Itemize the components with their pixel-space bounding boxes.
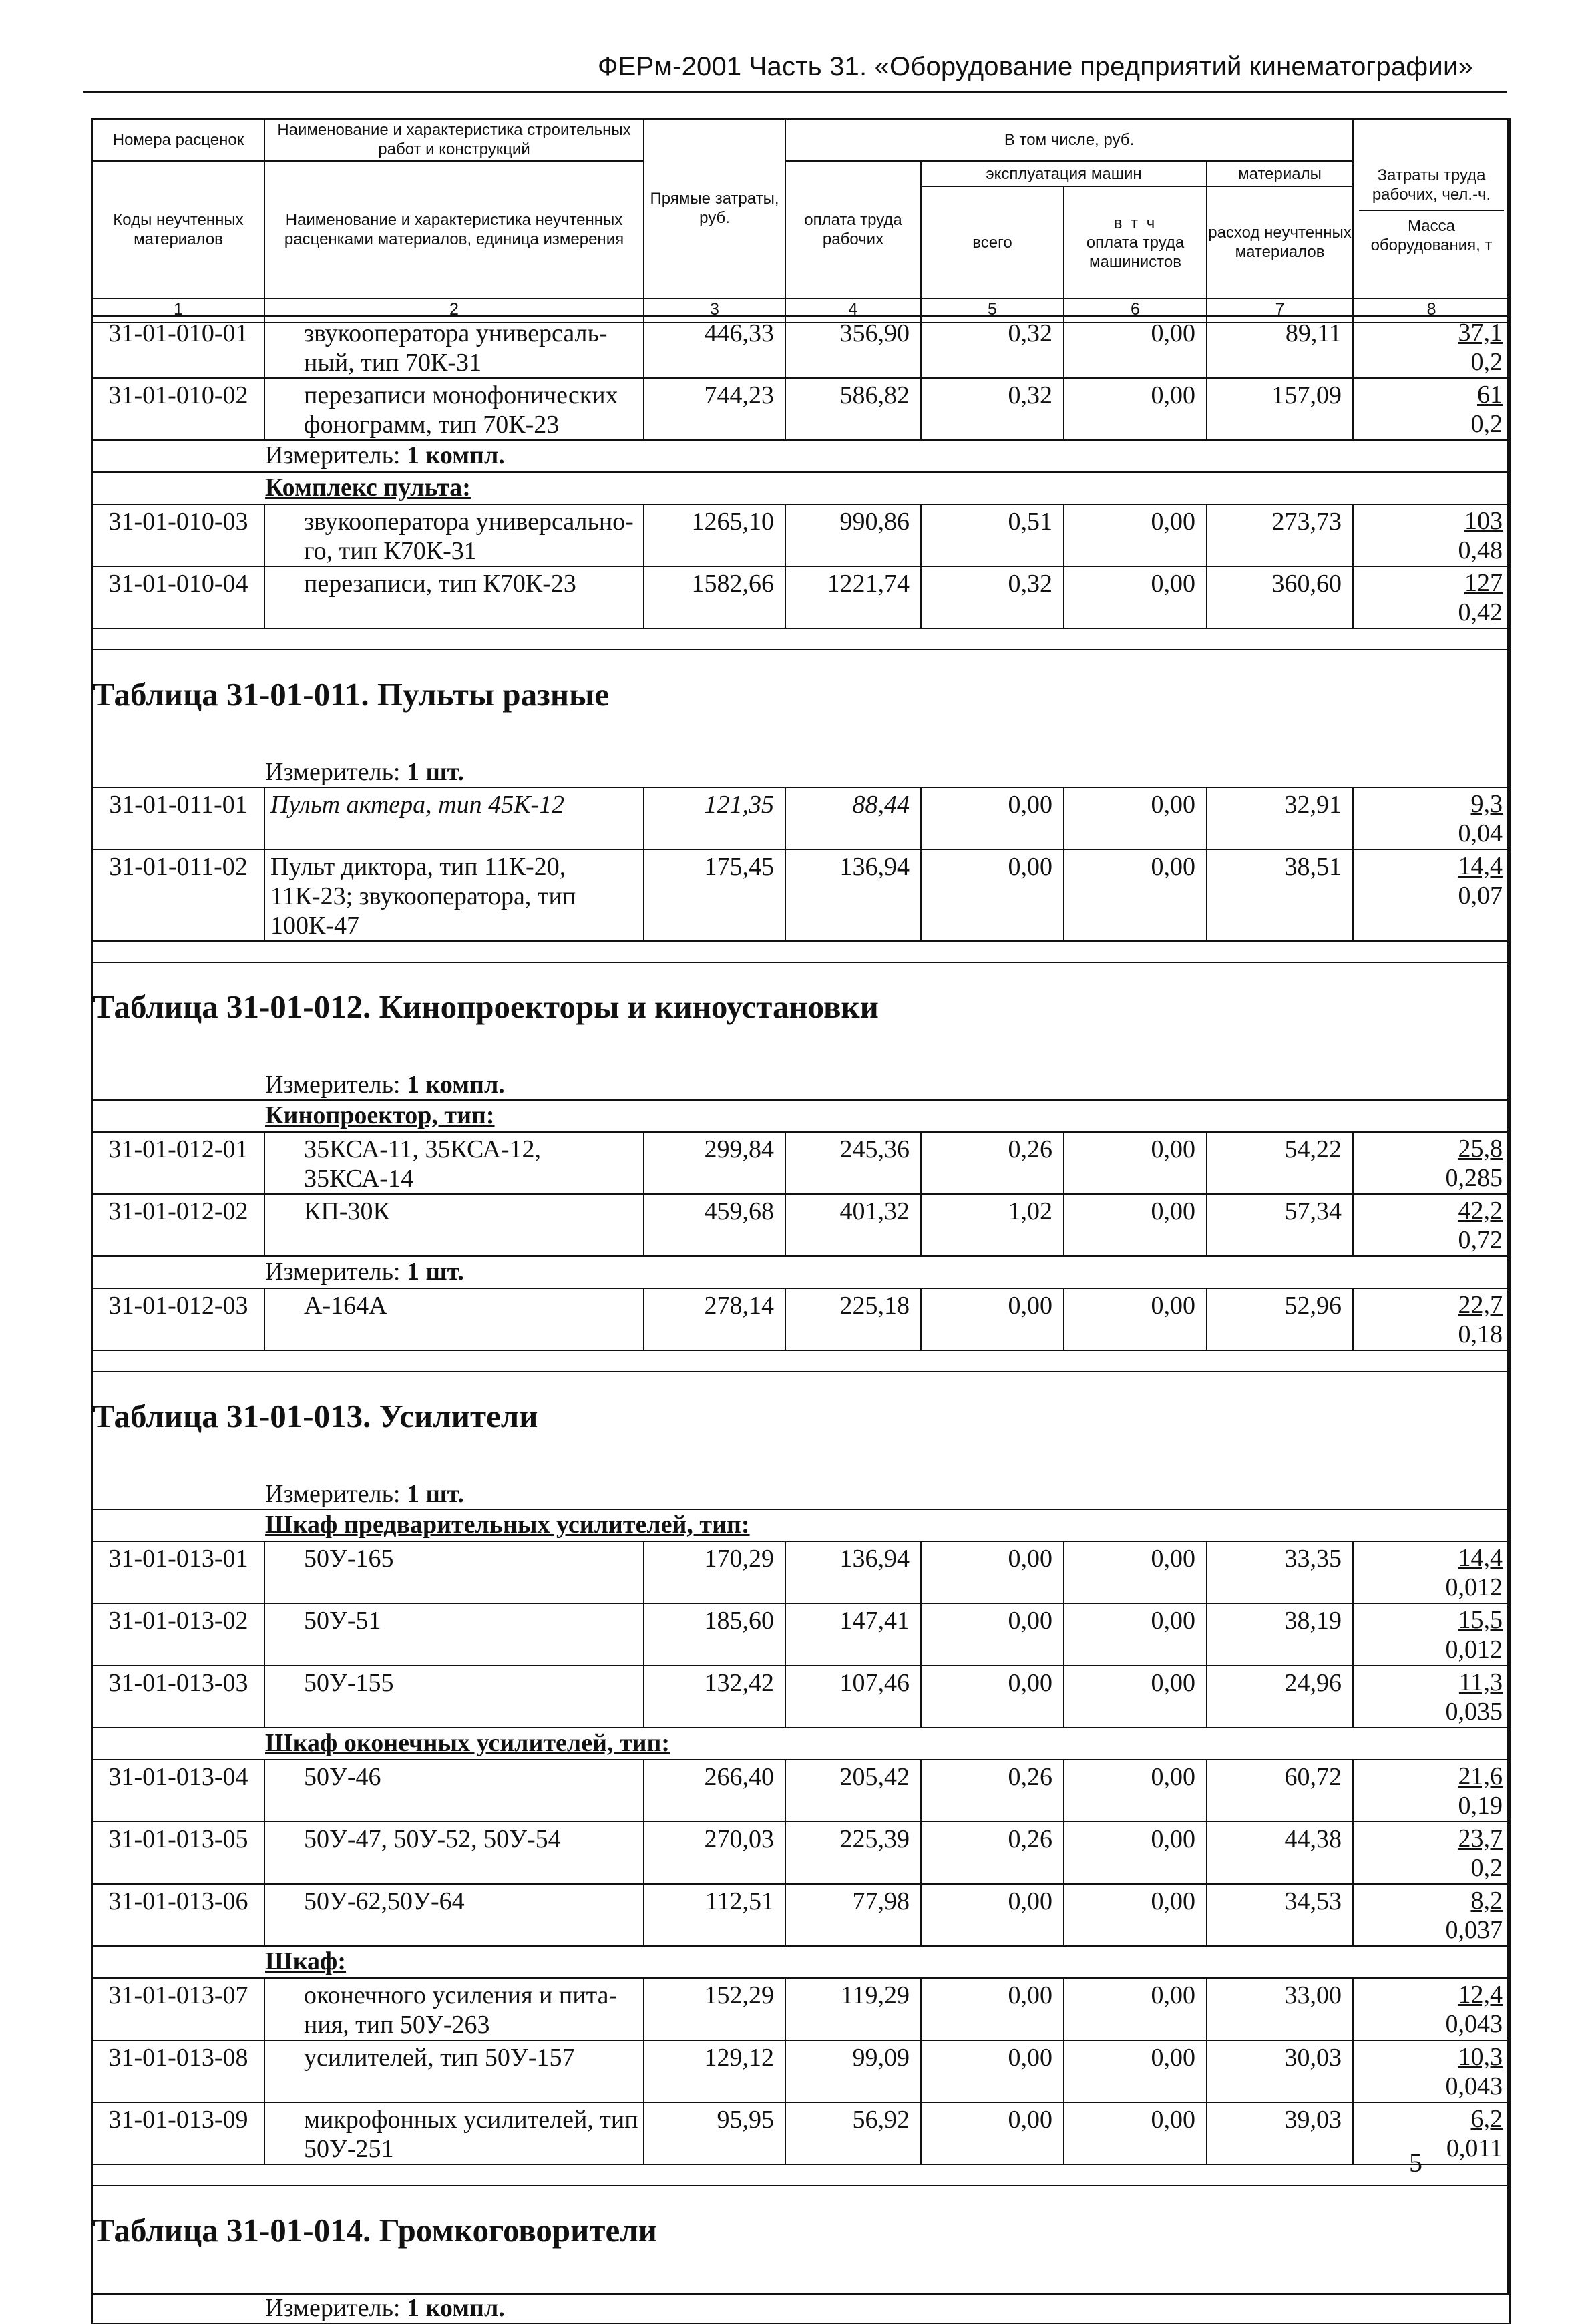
rate-row xyxy=(92,1194,1510,1256)
measure-value: 1 шт. xyxy=(407,1480,464,1508)
hdr-nomera: Номера расценок xyxy=(92,118,264,161)
measure-unit xyxy=(92,1479,1510,1509)
labor-mass-cell xyxy=(1353,1884,1510,1946)
group-heading: Кинопроектор, тип: xyxy=(92,1100,1510,1132)
operator-wages: 0,00 xyxy=(1064,1666,1207,1728)
rate-code: 31-01-012-01 xyxy=(92,1132,264,1194)
rate-name: перезаписи монофонических фонограмм, тип 70К-23 xyxy=(264,378,644,440)
rate-name: 50У-165 xyxy=(264,1541,644,1603)
labor-mass-cell xyxy=(1353,566,1510,628)
rate-row xyxy=(92,1822,1510,1884)
hdr-materialy: материалы xyxy=(1207,161,1353,186)
spacer-row xyxy=(92,2164,1510,2186)
rate-row xyxy=(92,2102,1510,2164)
worker-wages: 107,46 xyxy=(785,1666,921,1728)
labor-hours: 103 xyxy=(1464,507,1503,535)
rate-row xyxy=(92,1288,1510,1350)
rate-code: 31-01-013-06 xyxy=(92,1884,264,1946)
table-title-row xyxy=(92,1372,1510,1479)
rate-code: 31-01-010-03 xyxy=(92,504,264,566)
measure-unit xyxy=(92,1070,1510,1100)
rate-code: 31-01-012-02 xyxy=(92,1194,264,1256)
materials-cost: 89,11 xyxy=(1207,316,1353,378)
operator-wages: 0,00 xyxy=(1064,787,1207,849)
direct-cost: 459,68 xyxy=(644,1194,785,1256)
machine-cost: 0,00 xyxy=(921,1884,1064,1946)
rate-name: перезаписи, тип К70К-23 xyxy=(264,566,644,628)
equipment-mass: 0,48 xyxy=(1458,536,1503,564)
machine-cost: 0,26 xyxy=(921,1132,1064,1194)
materials-cost: 157,09 xyxy=(1207,378,1353,440)
column-header xyxy=(91,118,1511,323)
direct-cost: 744,23 xyxy=(644,378,785,440)
col-num-1: 1 xyxy=(92,299,264,323)
worker-wages: 88,44 xyxy=(785,787,921,849)
materials-cost: 32,91 xyxy=(1207,787,1353,849)
machine-cost: 0,00 xyxy=(921,1978,1064,2040)
spacer xyxy=(92,941,1510,962)
rate-name: 50У-62,50У-64 xyxy=(264,1884,644,1946)
measure-value: 1 компл. xyxy=(407,441,505,469)
equipment-mass: 0,19 xyxy=(1458,1792,1503,1820)
rate-code: 31-01-012-03 xyxy=(92,1288,264,1350)
labor-mass-cell xyxy=(1353,1978,1510,2040)
group-heading-row xyxy=(92,1509,1510,1541)
labor-mass-cell xyxy=(1353,316,1510,378)
measure-row xyxy=(92,2293,1510,2323)
materials-cost: 38,19 xyxy=(1207,1603,1353,1666)
rate-code: 31-01-013-05 xyxy=(92,1822,264,1884)
rate-row xyxy=(92,1541,1510,1603)
operator-wages: 0,00 xyxy=(1064,1132,1207,1194)
rate-name: 50У-46 xyxy=(264,1760,644,1822)
worker-wages: 1221,74 xyxy=(785,566,921,628)
labor-mass-cell xyxy=(1353,2040,1510,2102)
equipment-mass: 0,043 xyxy=(1445,2072,1503,2100)
group-heading-row xyxy=(92,472,1510,504)
table-title-row xyxy=(92,650,1510,757)
labor-mass-cell xyxy=(1353,787,1510,849)
equipment-mass: 0,012 xyxy=(1445,1635,1503,1664)
labor-mass-cell xyxy=(1353,1760,1510,1822)
hdr-massa: Масса оборудования, т xyxy=(1370,217,1493,254)
machine-cost: 0,51 xyxy=(921,504,1064,566)
materials-cost: 60,72 xyxy=(1207,1760,1353,1822)
materials-cost: 24,96 xyxy=(1207,1666,1353,1728)
direct-cost: 132,42 xyxy=(644,1666,785,1728)
measure-value: 1 шт. xyxy=(407,1257,464,1286)
measure-label: Измеритель: xyxy=(265,758,407,786)
worker-wages: 77,98 xyxy=(785,1884,921,1946)
rate-code: 31-01-011-01 xyxy=(92,787,264,849)
worker-wages: 990,86 xyxy=(785,504,921,566)
measure-row xyxy=(92,1070,1510,1100)
measure-label: Измеритель: xyxy=(265,2294,407,2322)
labor-hours: 42,2 xyxy=(1458,1197,1503,1225)
machine-cost: 1,02 xyxy=(921,1194,1064,1256)
operator-wages: 0,00 xyxy=(1064,504,1207,566)
direct-cost: 299,84 xyxy=(644,1132,785,1194)
rate-name: Пульт диктора, тип 11К-20, 11К-23; звукооператора, тип 100К-47 xyxy=(264,849,644,941)
labor-hours: 37,1 xyxy=(1458,319,1503,347)
labor-mass-cell xyxy=(1353,1288,1510,1350)
hdr-oplata-mash: оплата труда машинистов xyxy=(1086,233,1185,271)
group-heading: Шкаф оконечных усилителей, тип: xyxy=(92,1728,1510,1760)
rate-name: 50У-51 xyxy=(264,1603,644,1666)
rate-code: 31-01-013-09 xyxy=(92,2102,264,2164)
measure-unit xyxy=(92,440,1510,472)
rate-row xyxy=(92,1760,1510,1822)
rate-row xyxy=(92,1978,1510,2040)
measure-row xyxy=(92,440,1510,472)
labor-mass-cell xyxy=(1353,1132,1510,1194)
table-title: Таблица 31-01-013. Усилители xyxy=(92,1372,1510,1479)
operator-wages: 0,00 xyxy=(1064,1822,1207,1884)
group-heading-row xyxy=(92,1728,1510,1760)
hdr-vtch-cell xyxy=(1064,186,1207,299)
hdr-pryamye: Прямые затраты, руб. xyxy=(644,118,785,299)
equipment-mass: 0,011 xyxy=(1446,2134,1503,2162)
table-title-row xyxy=(92,2186,1510,2293)
direct-cost: 129,12 xyxy=(644,2040,785,2102)
header-rule xyxy=(83,91,1507,93)
worker-wages: 119,29 xyxy=(785,1978,921,2040)
rate-code: 31-01-013-03 xyxy=(92,1666,264,1728)
labor-hours: 11,3 xyxy=(1458,1668,1503,1696)
measure-value: 1 шт. xyxy=(407,758,464,786)
rate-code: 31-01-010-04 xyxy=(92,566,264,628)
measure-label: Измеритель: xyxy=(265,1480,407,1508)
group-heading-row xyxy=(92,1946,1510,1978)
labor-mass-cell xyxy=(1353,1541,1510,1603)
machine-cost: 0,00 xyxy=(921,787,1064,849)
labor-hours: 127 xyxy=(1464,569,1503,597)
rate-name: звукооператора универсально-го, тип К70К-31 xyxy=(264,504,644,566)
hdr-oplata: оплата труда рабочих xyxy=(785,161,921,299)
measure-unit xyxy=(92,2293,1510,2323)
rate-name: усилителей, тип 50У-157 xyxy=(264,2040,644,2102)
rate-code: 31-01-013-07 xyxy=(92,1978,264,2040)
equipment-mass: 0,2 xyxy=(1470,348,1503,376)
operator-wages: 0,00 xyxy=(1064,1760,1207,1822)
group-heading: Шкаф предварительных усилителей, тип: xyxy=(92,1509,1510,1541)
hdr-rashod: расход неучтенных материалов xyxy=(1207,186,1353,299)
operator-wages: 0,00 xyxy=(1064,2040,1207,2102)
equipment-mass: 0,42 xyxy=(1458,598,1503,626)
operator-wages: 0,00 xyxy=(1064,1288,1207,1350)
measure-row xyxy=(92,1256,1510,1288)
spacer-row xyxy=(92,941,1510,962)
materials-cost: 44,38 xyxy=(1207,1822,1353,1884)
hdr-zatraty: Затраты труда рабочих, чел.-ч. xyxy=(1372,166,1491,204)
spacer xyxy=(92,1350,1510,1372)
col-num-8: 8 xyxy=(1353,299,1510,323)
col-num-7: 7 xyxy=(1207,299,1353,323)
equipment-mass: 0,043 xyxy=(1445,2010,1503,2038)
group-heading: Комплекс пульта: xyxy=(92,472,1510,504)
rate-name: звукооператора универсаль-ный, тип 70К-31 xyxy=(264,316,644,378)
hdr-ekspluataciya: эксплуатация машин xyxy=(921,161,1207,186)
labor-hours: 23,7 xyxy=(1458,1824,1503,1853)
machine-cost: 0,00 xyxy=(921,2040,1064,2102)
labor-hours: 25,8 xyxy=(1458,1135,1503,1163)
rate-row xyxy=(92,2040,1510,2102)
rate-row xyxy=(92,378,1510,440)
col-num-3: 3 xyxy=(644,299,785,323)
labor-hours: 12,4 xyxy=(1458,1981,1503,2009)
rate-code: 31-01-013-02 xyxy=(92,1603,264,1666)
labor-hours: 22,7 xyxy=(1458,1291,1503,1319)
equipment-mass: 0,04 xyxy=(1458,819,1503,847)
machine-cost: 0,32 xyxy=(921,566,1064,628)
machine-cost: 0,26 xyxy=(921,1822,1064,1884)
materials-cost: 54,22 xyxy=(1207,1132,1353,1194)
measure-value: 1 компл. xyxy=(407,1071,505,1099)
labor-mass-cell xyxy=(1353,1822,1510,1884)
machine-cost: 0,00 xyxy=(921,1603,1064,1666)
operator-wages: 0,00 xyxy=(1064,566,1207,628)
equipment-mass: 0,2 xyxy=(1470,1854,1503,1882)
materials-cost: 33,35 xyxy=(1207,1541,1353,1603)
machine-cost: 0,32 xyxy=(921,316,1064,378)
worker-wages: 99,09 xyxy=(785,2040,921,2102)
equipment-mass: 0,037 xyxy=(1445,1916,1503,1944)
direct-cost: 152,29 xyxy=(644,1978,785,2040)
worker-wages: 586,82 xyxy=(785,378,921,440)
worker-wages: 147,41 xyxy=(785,1603,921,1666)
rate-name: КП-30К xyxy=(264,1194,644,1256)
labor-hours: 14,4 xyxy=(1458,1544,1503,1572)
measure-label: Измеритель: xyxy=(265,441,407,469)
direct-cost: 270,03 xyxy=(644,1822,785,1884)
materials-cost: 33,00 xyxy=(1207,1978,1353,2040)
col-num-6: 6 xyxy=(1064,299,1207,323)
equipment-mass: 0,285 xyxy=(1445,1164,1503,1192)
rate-row xyxy=(92,316,1510,378)
machine-cost: 0,00 xyxy=(921,1288,1064,1350)
rate-code: 31-01-010-01 xyxy=(92,316,264,378)
labor-hours: 15,5 xyxy=(1458,1606,1503,1634)
hdr-zatraty-massa xyxy=(1353,118,1510,299)
hdr-vtch: в т ч xyxy=(1113,214,1157,232)
page-number: 5 xyxy=(1409,2148,1422,2178)
rate-name: оконечного усиления и пита-ния, тип 50У-263 xyxy=(264,1978,644,2040)
equipment-mass: 0,72 xyxy=(1458,1226,1503,1254)
rate-code: 31-01-011-02 xyxy=(92,849,264,941)
rate-row xyxy=(92,849,1510,941)
measure-row xyxy=(92,757,1510,787)
labor-mass-cell xyxy=(1353,2102,1510,2164)
operator-wages: 0,00 xyxy=(1064,1603,1207,1666)
operator-wages: 0,00 xyxy=(1064,1541,1207,1603)
rate-name: 50У-47, 50У-52, 50У-54 xyxy=(264,1822,644,1884)
rate-name: 35КСА-11, 35КСА-12, 35КСА-14 xyxy=(264,1132,644,1194)
labor-mass-cell xyxy=(1353,378,1510,440)
operator-wages: 0,00 xyxy=(1064,1978,1207,2040)
direct-cost: 175,45 xyxy=(644,849,785,941)
rate-code: 31-01-013-04 xyxy=(92,1760,264,1822)
materials-cost: 57,34 xyxy=(1207,1194,1353,1256)
labor-hours: 14,4 xyxy=(1458,852,1503,880)
worker-wages: 401,32 xyxy=(785,1194,921,1256)
col-num-5: 5 xyxy=(921,299,1064,323)
operator-wages: 0,00 xyxy=(1064,849,1207,941)
spacer-row xyxy=(92,1350,1510,1372)
labor-mass-cell xyxy=(1353,1603,1510,1666)
machine-cost: 0,00 xyxy=(921,1541,1064,1603)
rate-row xyxy=(92,1666,1510,1728)
machine-cost: 0,00 xyxy=(921,2102,1064,2164)
labor-hours: 8,2 xyxy=(1470,1887,1503,1915)
rate-code: 31-01-010-02 xyxy=(92,378,264,440)
equipment-mass: 0,07 xyxy=(1458,882,1503,910)
rate-name: А-164А xyxy=(264,1288,644,1350)
machine-cost: 0,26 xyxy=(921,1760,1064,1822)
operator-wages: 0,00 xyxy=(1064,1884,1207,1946)
table-title: Таблица 31-01-014. Громкоговорители xyxy=(92,2186,1510,2293)
materials-cost: 30,03 xyxy=(1207,2040,1353,2102)
rate-code: 31-01-013-01 xyxy=(92,1541,264,1603)
spacer-row xyxy=(92,628,1510,650)
machine-cost: 0,00 xyxy=(921,849,1064,941)
materials-cost: 34,53 xyxy=(1207,1884,1353,1946)
labor-hours: 6,2 xyxy=(1470,2105,1503,2133)
worker-wages: 136,94 xyxy=(785,1541,921,1603)
hdr-kody: Коды неучтенных материалов xyxy=(92,161,264,299)
materials-cost: 52,96 xyxy=(1207,1288,1353,1350)
measure-row xyxy=(92,1479,1510,1509)
measure-label: Измеритель: xyxy=(265,1071,407,1099)
col-num-2: 2 xyxy=(264,299,644,323)
machine-cost: 0,00 xyxy=(921,1666,1064,1728)
machine-cost: 0,32 xyxy=(921,378,1064,440)
col-num-4: 4 xyxy=(785,299,921,323)
table-title-row xyxy=(92,962,1510,1070)
worker-wages: 225,39 xyxy=(785,1822,921,1884)
rate-row xyxy=(92,504,1510,566)
hdr-naim-bottom: Наименование и характеристика неучтенных расценками материалов, единица измерения xyxy=(264,161,644,299)
equipment-mass: 0,035 xyxy=(1445,1698,1503,1726)
direct-cost: 121,35 xyxy=(644,787,785,849)
direct-cost: 266,40 xyxy=(644,1760,785,1822)
materials-cost: 273,73 xyxy=(1207,504,1353,566)
labor-mass-cell xyxy=(1353,849,1510,941)
measure-unit xyxy=(92,757,1510,787)
direct-cost: 185,60 xyxy=(644,1603,785,1666)
operator-wages: 0,00 xyxy=(1064,1194,1207,1256)
materials-cost: 360,60 xyxy=(1207,566,1353,628)
equipment-mass: 0,012 xyxy=(1445,1573,1503,1601)
labor-hours: 10,3 xyxy=(1458,2043,1503,2071)
measure-label: Измеритель: xyxy=(265,1257,407,1286)
data-table xyxy=(91,315,1511,2324)
rate-row xyxy=(92,1603,1510,1666)
direct-cost: 1582,66 xyxy=(644,566,785,628)
labor-mass-cell xyxy=(1353,1666,1510,1728)
spacer xyxy=(92,2164,1510,2186)
worker-wages: 205,42 xyxy=(785,1760,921,1822)
operator-wages: 0,00 xyxy=(1064,2102,1207,2164)
labor-mass-cell xyxy=(1353,504,1510,566)
worker-wages: 245,36 xyxy=(785,1132,921,1194)
spacer xyxy=(92,628,1510,650)
table-title: Таблица 31-01-011. Пульты разные xyxy=(92,650,1510,757)
running-header: ФЕРм-2001 Часть 31. «Оборудование предприятий кинематографии» xyxy=(598,52,1473,81)
operator-wages: 0,00 xyxy=(1064,316,1207,378)
rate-code: 31-01-013-08 xyxy=(92,2040,264,2102)
worker-wages: 356,90 xyxy=(785,316,921,378)
direct-cost: 95,95 xyxy=(644,2102,785,2164)
labor-mass-cell xyxy=(1353,1194,1510,1256)
rate-row xyxy=(92,1132,1510,1194)
rate-name: 50У-155 xyxy=(264,1666,644,1728)
worker-wages: 136,94 xyxy=(785,849,921,941)
measure-value: 1 компл. xyxy=(407,2294,505,2322)
measure-unit xyxy=(92,1256,1510,1288)
rate-row xyxy=(92,787,1510,849)
rate-row xyxy=(92,566,1510,628)
hdr-vsego: всего xyxy=(921,186,1064,299)
equipment-mass: 0,2 xyxy=(1470,410,1503,438)
direct-cost: 446,33 xyxy=(644,316,785,378)
rate-name: микрофонных усилителей, тип 50У-251 xyxy=(264,2102,644,2164)
rate-row xyxy=(92,1884,1510,1946)
table-title: Таблица 31-01-012. Кинопроекторы и киноустановки xyxy=(92,962,1510,1070)
group-heading: Шкаф: xyxy=(92,1946,1510,1978)
hdr-v-tom-chisle: В том числе, руб. xyxy=(785,118,1353,161)
materials-cost: 38,51 xyxy=(1207,849,1353,941)
direct-cost: 170,29 xyxy=(644,1541,785,1603)
direct-cost: 1265,10 xyxy=(644,504,785,566)
labor-hours: 21,6 xyxy=(1458,1762,1503,1790)
materials-cost: 39,03 xyxy=(1207,2102,1353,2164)
worker-wages: 225,18 xyxy=(785,1288,921,1350)
group-heading-row xyxy=(92,1100,1510,1132)
operator-wages: 0,00 xyxy=(1064,378,1207,440)
labor-hours: 9,3 xyxy=(1470,790,1503,818)
worker-wages: 56,92 xyxy=(785,2102,921,2164)
direct-cost: 112,51 xyxy=(644,1884,785,1946)
hdr-naim-top: Наименование и характеристика строительных работ и конструкций xyxy=(264,118,644,161)
direct-cost: 278,14 xyxy=(644,1288,785,1350)
equipment-mass: 0,18 xyxy=(1458,1320,1503,1348)
rate-name: Пульт актера, тип 45К-12 xyxy=(264,787,644,849)
labor-hours: 61 xyxy=(1477,381,1503,409)
